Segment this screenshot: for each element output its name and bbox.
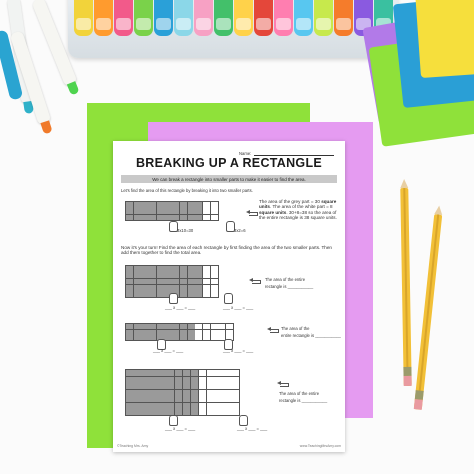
grid-cell	[158, 409, 166, 415]
grid-cell	[134, 403, 142, 409]
grid-cell	[142, 370, 150, 376]
grid-cell	[223, 403, 231, 409]
grid-cell	[134, 291, 141, 297]
grid-cell	[166, 403, 174, 409]
banner-text: We can break a rectangle into smaller parts to make it easier to find the area.	[152, 176, 306, 182]
marker-cap	[336, 18, 351, 30]
grid-cell	[183, 370, 191, 376]
marker-cap	[116, 18, 131, 30]
grid-cell	[180, 272, 187, 278]
grid-cell	[223, 409, 231, 415]
grid-cell	[142, 377, 150, 383]
grid-cell	[215, 403, 223, 409]
grid-cell	[231, 396, 239, 402]
pointing-hand-icon	[239, 415, 248, 426]
grid-cell	[231, 370, 239, 376]
grid-cell	[126, 330, 133, 335]
marker-icon	[154, 0, 173, 36]
grid-cell	[203, 285, 210, 291]
grid-cell	[195, 291, 202, 297]
grid-cell	[126, 208, 133, 214]
grid-cell	[188, 335, 195, 340]
grid-cell	[195, 272, 202, 278]
grid-cell	[231, 409, 239, 415]
grid-cell	[157, 291, 164, 297]
grid-cell	[188, 202, 195, 208]
grid-cell	[203, 215, 210, 221]
grid-cell	[172, 324, 179, 329]
grid-cell	[175, 390, 183, 396]
footer-left: ©Teaching Mrs. Amy	[117, 444, 149, 448]
grid-cell	[126, 215, 133, 221]
grid-cell	[141, 266, 148, 272]
grid-cell	[134, 383, 142, 389]
marker-cap	[216, 18, 231, 30]
marker-icon	[134, 0, 153, 36]
grid-cell	[215, 377, 223, 383]
grid-cell	[211, 266, 218, 272]
example-note: The area of the grey part = 30 square units. The area of the white part = 8 square units. 30+8=38 so the area of the entire rectangle is 38 square units.	[259, 199, 337, 221]
grid-cell	[126, 383, 134, 389]
grid-cell	[141, 285, 148, 291]
grid-cell	[183, 390, 191, 396]
grid-cell	[195, 279, 202, 285]
grid-cell	[158, 403, 166, 409]
grid-cell	[195, 324, 202, 329]
grid-cell	[142, 396, 150, 402]
marker-cap	[296, 18, 311, 30]
grid-cell	[134, 330, 141, 335]
marker-cap	[276, 18, 291, 30]
grid-cell	[172, 266, 179, 272]
grid-cell	[134, 396, 142, 402]
grid-cell	[149, 324, 156, 329]
grid-cell	[134, 324, 141, 329]
grid-cell	[141, 202, 148, 208]
worksheet-title: BREAKING UP A RECTANGLE	[135, 156, 323, 170]
grid-cell	[175, 370, 183, 376]
grid-cell	[149, 215, 156, 221]
grid-cell	[211, 335, 218, 340]
grid-cell	[149, 279, 156, 285]
grid-cell	[191, 370, 199, 376]
grid-cell	[164, 279, 171, 285]
grid-cell	[203, 324, 210, 329]
grid-cell	[203, 330, 210, 335]
grid-cell	[180, 324, 187, 329]
grid-cell	[134, 390, 142, 396]
grid-cell	[126, 202, 133, 208]
grid-cell	[188, 285, 195, 291]
grid-cell	[166, 396, 174, 402]
grid-cell	[172, 285, 179, 291]
grid-cell	[164, 335, 171, 340]
grid-cell	[150, 390, 158, 396]
grid-cell	[180, 330, 187, 335]
grid-cell	[126, 335, 133, 340]
grid-cell	[126, 409, 134, 415]
grid-cell	[164, 266, 171, 272]
grid-cell	[141, 335, 148, 340]
problem-2-answer: entire rectangle is ___________	[281, 333, 341, 338]
grid-cell	[215, 409, 223, 415]
grid-cell	[207, 409, 215, 415]
grid-cell	[126, 285, 133, 291]
pencil-icon	[400, 188, 411, 386]
grid-cell	[164, 330, 171, 335]
grid-cell	[191, 390, 199, 396]
marker-cap	[136, 18, 151, 30]
worksheet	[113, 141, 345, 452]
grid-cell	[142, 383, 150, 389]
marker-icon	[194, 0, 213, 36]
grid-cell	[215, 383, 223, 389]
grid-cell	[164, 324, 171, 329]
grid-cell	[211, 272, 218, 278]
grid-cell	[195, 330, 202, 335]
grid-cell	[172, 330, 179, 335]
grid-cell	[157, 279, 164, 285]
marker-icon	[314, 0, 333, 36]
grid-cell	[172, 272, 179, 278]
grid-cell	[142, 403, 150, 409]
example-left-equation: 3x10=30	[177, 228, 194, 233]
grid-cell	[164, 208, 171, 214]
grid-cell	[166, 390, 174, 396]
grid-cell	[188, 272, 195, 278]
grid-cell	[166, 377, 174, 383]
grid-cell	[126, 272, 133, 278]
marker-cap	[196, 18, 211, 30]
grid-cell	[191, 403, 199, 409]
grid-cell	[172, 215, 179, 221]
grid-cell	[195, 208, 202, 214]
grid-cell	[215, 370, 223, 376]
problem-1-answer: rectangle is ___________	[265, 284, 314, 289]
problem-3-answer: rectangle is ___________	[279, 398, 328, 403]
grid-cell	[141, 279, 148, 285]
marker-icon	[214, 0, 233, 36]
marker-cap	[256, 18, 271, 30]
grid-cell	[141, 330, 148, 335]
grid-cell	[211, 202, 218, 208]
grid-cell	[188, 215, 195, 221]
problem-2-grid	[125, 323, 234, 341]
grid-cell	[158, 370, 166, 376]
grid-cell	[126, 390, 134, 396]
grid-cell	[175, 383, 183, 389]
grid-cell	[149, 291, 156, 297]
grid-cell	[172, 208, 179, 214]
grid-cell	[166, 370, 174, 376]
grid-cell	[158, 396, 166, 402]
grid-cell	[134, 370, 142, 376]
grid-cell	[211, 291, 218, 297]
marker-icon	[234, 0, 253, 36]
marker-icon	[334, 0, 353, 36]
grid-cell	[207, 396, 215, 402]
grid-cell	[183, 383, 191, 389]
footer-right: www.TeachingMrsAmy.com	[299, 444, 341, 448]
grid-cell	[150, 370, 158, 376]
grid-cell	[134, 409, 142, 415]
name-label: Name:	[239, 151, 252, 156]
grid-cell	[149, 330, 156, 335]
problem-2-left-equation: ___ x ___ = ___	[153, 348, 184, 353]
grid-cell	[150, 377, 158, 383]
grid-cell	[223, 390, 231, 396]
grid-cell	[199, 370, 207, 376]
grid-cell	[191, 377, 199, 383]
grid-cell	[149, 208, 156, 214]
grid-cell	[211, 285, 218, 291]
grid-cell	[150, 396, 158, 402]
pointing-hand-icon	[169, 415, 178, 426]
grid-cell	[134, 266, 141, 272]
grid-cell	[199, 383, 207, 389]
grid-cell	[134, 279, 141, 285]
grid-cell	[203, 291, 210, 297]
pointing-hand-icon	[224, 293, 233, 304]
grid-cell	[134, 285, 141, 291]
problem-1-right-equation: ___ x ___ = ___	[223, 305, 254, 310]
pointing-hand-icon	[169, 293, 178, 304]
marker-cap	[96, 18, 111, 30]
grid-cell	[126, 377, 134, 383]
grid-cell	[223, 383, 231, 389]
arrow-left-icon	[246, 210, 258, 215]
grid-cell	[172, 335, 179, 340]
grid-cell	[231, 403, 239, 409]
grid-cell	[149, 285, 156, 291]
grid-cell	[180, 335, 187, 340]
marker-icon	[74, 0, 93, 36]
grid-cell	[149, 272, 156, 278]
grid-cell	[211, 324, 218, 329]
grid-cell	[134, 208, 141, 214]
grid-cell	[141, 272, 148, 278]
grid-cell	[175, 377, 183, 383]
grid-cell	[195, 266, 202, 272]
marker-icon	[174, 0, 193, 36]
marker-icon	[294, 0, 313, 36]
grid-cell	[126, 403, 134, 409]
grid-cell	[207, 377, 215, 383]
grid-cell	[149, 335, 156, 340]
problem-2-label: The area of the	[281, 326, 310, 331]
grid-cell	[207, 390, 215, 396]
grid-cell	[126, 324, 133, 329]
grid-cell	[164, 202, 171, 208]
marker-icon	[254, 0, 273, 36]
banner	[121, 175, 337, 183]
grid-cell	[211, 279, 218, 285]
grid-cell	[188, 324, 195, 329]
grid-cell	[203, 202, 210, 208]
grid-cell	[183, 396, 191, 402]
grid-cell	[134, 335, 141, 340]
grid-cell	[141, 215, 148, 221]
grid-cell	[157, 272, 164, 278]
instructions-text: Now it's your turn! Find the area of each rectangle by first finding the area of the two smaller parts. Then add them together to find the total area.	[121, 245, 332, 256]
grid-cell	[157, 324, 164, 329]
grid-cell	[172, 279, 179, 285]
grid-cell	[126, 396, 134, 402]
grid-cell	[180, 285, 187, 291]
problem-3-grid	[125, 369, 240, 416]
grid-cell	[188, 279, 195, 285]
grid-cell	[164, 215, 171, 221]
grid-cell	[226, 324, 233, 329]
grid-cell	[183, 377, 191, 383]
grid-cell	[199, 409, 207, 415]
grid-cell	[223, 370, 231, 376]
grid-cell	[166, 383, 174, 389]
grid-cell	[134, 272, 141, 278]
grid-cell	[188, 330, 195, 335]
grid-cell	[180, 215, 187, 221]
grid-cell	[207, 403, 215, 409]
grid-cell	[231, 390, 239, 396]
grid-cell	[223, 396, 231, 402]
grid-cell	[207, 383, 215, 389]
problem-3-right-equation: ___ x ___ = ___	[237, 426, 268, 431]
example-rectangle-grid	[125, 201, 219, 221]
grid-cell	[211, 208, 218, 214]
grid-cell	[158, 377, 166, 383]
grid-cell	[183, 409, 191, 415]
grid-cell	[134, 215, 141, 221]
grid-cell	[188, 291, 195, 297]
grid-cell	[157, 266, 164, 272]
grid-cell	[157, 285, 164, 291]
marker-icon	[114, 0, 133, 36]
grid-cell	[211, 215, 218, 221]
grid-cell	[126, 370, 134, 376]
grid-cell	[149, 266, 156, 272]
grid-cell	[180, 266, 187, 272]
grid-cell	[141, 291, 148, 297]
grid-cell	[141, 208, 148, 214]
grid-cell	[180, 208, 187, 214]
arrow-left-icon	[249, 278, 261, 283]
problem-1-label: The area of the entire	[265, 277, 306, 282]
grid-cell	[180, 291, 187, 297]
grid-cell	[215, 390, 223, 396]
grid-cell	[188, 208, 195, 214]
grid-cell	[203, 266, 210, 272]
intro-text: Let's find the area of this rectangle by breaking it into two smaller parts.	[121, 188, 253, 193]
marker-icon	[94, 0, 113, 36]
marker-caddy	[68, 0, 398, 58]
grid-cell	[191, 396, 199, 402]
marker-cap	[236, 18, 251, 30]
grid-cell	[175, 396, 183, 402]
marker-cap	[156, 18, 171, 30]
grid-cell	[134, 377, 142, 383]
grid-cell	[203, 335, 210, 340]
grid-cell	[158, 383, 166, 389]
grid-cell	[231, 383, 239, 389]
notebook-icon	[415, 0, 474, 78]
grid-cell	[203, 279, 210, 285]
grid-cell	[211, 330, 218, 335]
grid-cell	[231, 377, 239, 383]
grid-cell	[164, 272, 171, 278]
grid-cell	[126, 266, 133, 272]
grid-cell	[180, 279, 187, 285]
grid-cell	[150, 409, 158, 415]
problem-3-left-equation: ___ x ___ = ___	[165, 426, 196, 431]
grid-cell	[164, 285, 171, 291]
grid-cell	[226, 330, 233, 335]
grid-cell	[191, 409, 199, 415]
grid-cell	[141, 324, 148, 329]
grid-cell	[203, 208, 210, 214]
grid-cell	[126, 279, 133, 285]
marker-cap	[316, 18, 331, 30]
grid-cell	[195, 285, 202, 291]
grid-cell	[207, 370, 215, 376]
marker-icon	[274, 0, 293, 36]
pencil-icon	[414, 214, 442, 410]
example-right-equation: 3x2=6	[234, 228, 246, 233]
grid-cell	[150, 383, 158, 389]
grid-cell	[188, 266, 195, 272]
grid-cell	[157, 202, 164, 208]
grid-cell	[195, 335, 202, 340]
grid-cell	[175, 403, 183, 409]
grid-cell	[199, 377, 207, 383]
problem-2-right-equation: ___ x ___ = ___	[223, 348, 254, 353]
grid-cell	[172, 202, 179, 208]
grid-cell	[199, 396, 207, 402]
grid-cell	[157, 330, 164, 335]
grid-cell	[223, 377, 231, 383]
arrow-left-icon	[267, 327, 279, 332]
grid-cell	[157, 208, 164, 214]
grid-cell	[199, 403, 207, 409]
grid-cell	[149, 202, 156, 208]
grid-cell	[218, 330, 225, 335]
grid-cell	[199, 390, 207, 396]
arrow-left-icon	[277, 381, 289, 386]
problem-1-left-equation: ___ x ___ = ___	[165, 305, 196, 310]
marker-cap	[76, 18, 91, 30]
problem-3-label: The area of the entire	[279, 391, 320, 396]
marker-cap	[176, 18, 191, 30]
grid-cell	[142, 409, 150, 415]
grid-cell	[218, 324, 225, 329]
grid-cell	[215, 396, 223, 402]
grid-cell	[203, 272, 210, 278]
grid-cell	[191, 383, 199, 389]
grid-cell	[195, 215, 202, 221]
grid-cell	[157, 215, 164, 221]
grid-cell	[183, 403, 191, 409]
grid-cell	[158, 390, 166, 396]
grid-cell	[195, 202, 202, 208]
grid-cell	[142, 390, 150, 396]
grid-cell	[126, 291, 133, 297]
grid-cell	[150, 403, 158, 409]
grid-cell	[180, 202, 187, 208]
grid-cell	[134, 202, 141, 208]
